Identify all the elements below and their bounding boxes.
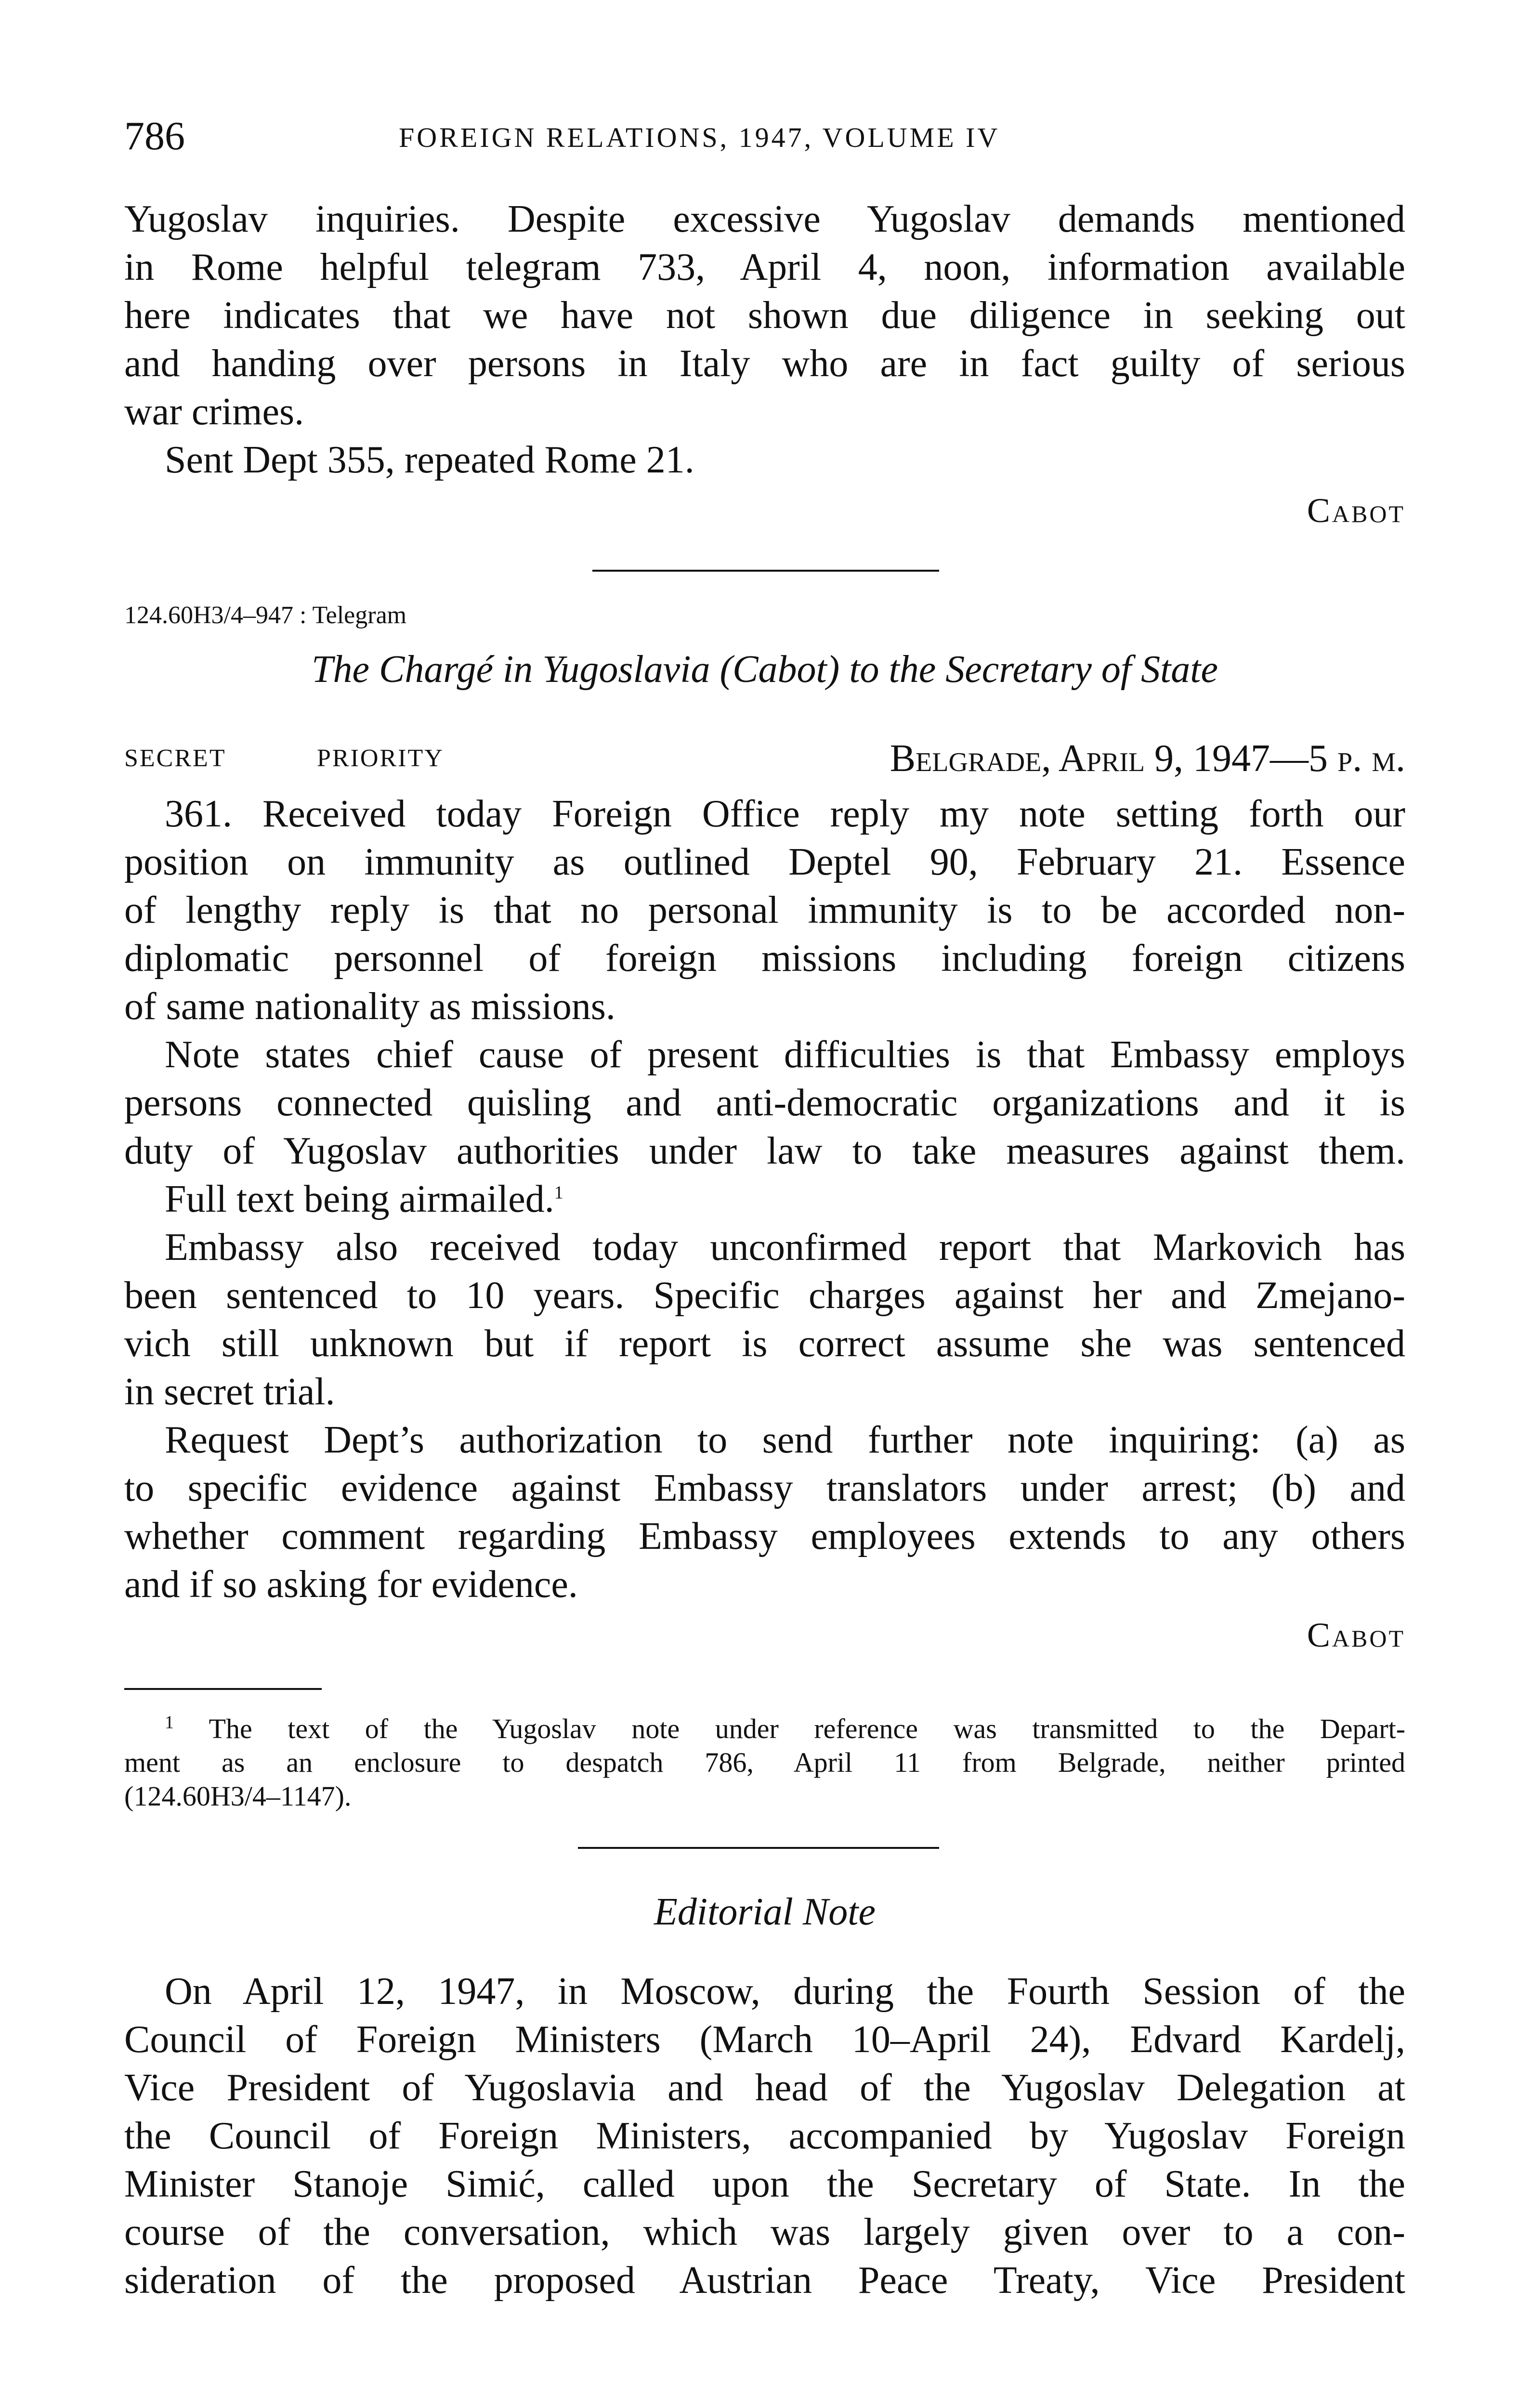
text-line: position on immunity as outlined Deptel 90, February 21. Essence — [124, 841, 1405, 883]
footnote-line: $^1$ The text of the Yugoslav note under reference was transmitted to the Depart- — [165, 1712, 1406, 1744]
text-line: and if so asking for evidence. — [124, 1563, 578, 1606]
running-header — [124, 110, 1405, 163]
section-divider — [592, 570, 939, 572]
text-line: Embassy also received today unconfirmed report that Markovich has — [165, 1226, 1405, 1269]
signature-cabot: Cabot — [1307, 491, 1405, 530]
text-line: war crimes. — [124, 391, 304, 433]
text-line: Sent Dept 355, repeated Rome 21. — [165, 439, 694, 481]
text-line: of lengthy reply is that no personal immunity is to be accorded non- — [124, 889, 1405, 931]
page-number: 786 — [124, 114, 185, 158]
footnote-marker: 1 — [165, 1712, 174, 1733]
footnote-rule — [124, 1688, 322, 1690]
dateline-row — [124, 734, 1405, 783]
text-line: On April 12, 1947, in Moscow, during the Fourth Session of the — [165, 1970, 1405, 2013]
airmail-sentence: Full text being airmailed. — [165, 1178, 554, 1220]
paragraph — [124, 1416, 1405, 1609]
document-heading: The Chargé in Yugoslavia (Cabot) to the Secretary of State — [311, 648, 1218, 691]
editorial-note-body — [124, 1967, 1405, 2304]
text-line: Note states chief cause of present difficulties is that Embassy employs — [165, 1034, 1405, 1076]
footnote-reference: 1 — [554, 1182, 563, 1203]
paragraph — [124, 1223, 1405, 1416]
text-line: Council of Foreign Ministers (March 10–April 24), Edvard Kardelj, — [124, 2018, 1405, 2061]
dateline: Belgrade, April 9, 1947—5 p. m. — [890, 737, 1405, 780]
file-reference: 124.60H3/4–947 : Telegram — [124, 602, 407, 629]
section-divider — [578, 1847, 939, 1849]
text-line: Request Dept’s authorization to send further note inquiring: (a) as — [165, 1419, 1405, 1461]
text-line: here indicates that we have not shown due diligence in seeking out — [124, 294, 1405, 337]
paragraph — [124, 1031, 1405, 1175]
text-line — [124, 1175, 1405, 1223]
text-line: to specific evidence against Embassy translators under arrest; (b) and — [124, 1467, 1405, 1509]
text-line: Minister Stanoje Simić, called upon the Secretary of State. In the — [124, 2163, 1405, 2205]
text-line: duty of Yugoslav authorities under law to take measures against them. — [124, 1130, 1405, 1172]
first-document-body — [124, 195, 1405, 484]
running-title: FOREIGN RELATIONS, 1947, VOLUME IV — [399, 122, 1000, 153]
editorial-note-heading: Editorial Note — [654, 1891, 876, 1933]
telegram-body — [124, 790, 1405, 1609]
text-line: the Council of Foreign Ministers, accompanied by Yugoslav Foreign — [124, 2115, 1405, 2157]
paragraph — [124, 790, 1405, 1031]
classification-label: SECRET — [124, 745, 226, 772]
text-line: course of the conversation, which was largely given over to a con- — [124, 2211, 1405, 2253]
text-line: been sentenced to 10 years. Specific charges against her and Zmejano- — [124, 1274, 1405, 1317]
footnote — [124, 1712, 1405, 1813]
footnote-line: ment as an enclosure to despatch 786, April 11 from Belgrade, neither printed — [124, 1747, 1405, 1778]
text-line: whether comment regarding Embassy employees extends to any others — [124, 1515, 1405, 1557]
text-line: sideration of the proposed Austrian Peace Treaty, Vice President — [124, 2259, 1405, 2302]
signature-cabot: Cabot — [1307, 1616, 1405, 1654]
text-line: and handing over persons in Italy who are in fact guilty of serious — [124, 342, 1405, 385]
precedence-label: PRIORITY — [317, 745, 444, 772]
text-line: Yugoslav inquiries. Despite excessive Yugoslav demands mentioned — [124, 198, 1405, 240]
text-line: of same nationality as missions. — [124, 985, 615, 1028]
text-line: diplomatic personnel of foreign missions including foreign citizens — [124, 937, 1405, 980]
paragraph — [124, 1175, 1405, 1223]
text-line: vich still unknown but if report is correct assume she was sentenced — [124, 1322, 1405, 1365]
text-line: 361. Received today Foreign Office reply my note setting forth our — [165, 793, 1405, 835]
footnote-line: (124.60H3/4–1147). — [124, 1780, 352, 1812]
text-line: in Rome helpful telegram 733, April 4, noon, information available — [124, 246, 1405, 288]
text-line: persons connected quisling and anti-democratic organizations and it is — [124, 1082, 1405, 1124]
text-line: in secret trial. — [124, 1371, 335, 1413]
text-line: Vice President of Yugoslavia and head of the Yugoslav Delegation at — [124, 2067, 1405, 2109]
